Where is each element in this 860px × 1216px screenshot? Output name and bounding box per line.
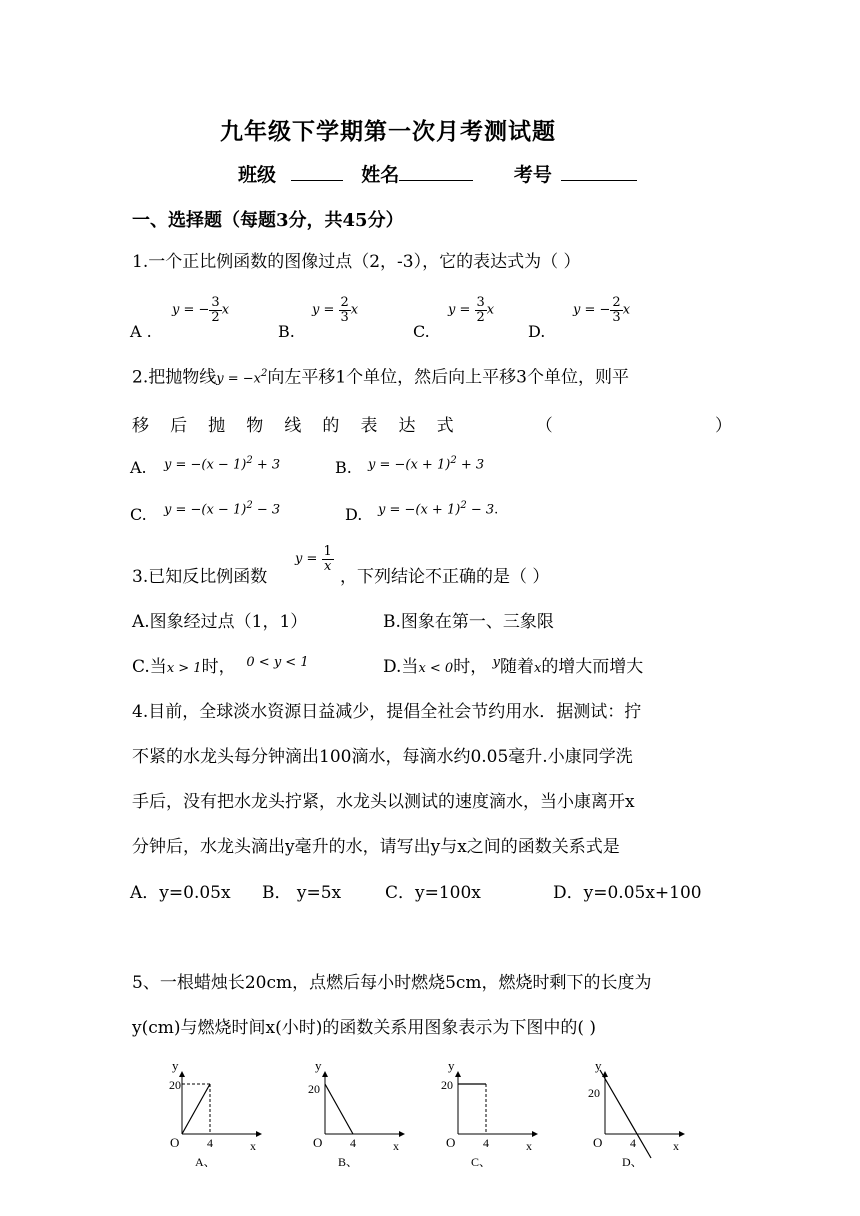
value-4: 4 bbox=[350, 1136, 356, 1150]
question-4-line-4: 分钟后，水龙头滴出y毫升的水，请写出y与x之间的函数关系式是 bbox=[132, 837, 620, 857]
q2-option-a-expr: $y = -(x - 1)^2 + 3$ bbox=[164, 455, 281, 473]
q2-option-b-expr: $y = -(x + 1)^2 + 3$ bbox=[368, 455, 485, 473]
q3-option-b: B.图象在第一、三象限 bbox=[383, 612, 554, 632]
value-20: 20 bbox=[308, 1082, 320, 1096]
q2-option-d-label: D. bbox=[345, 505, 363, 524]
x-label: x bbox=[526, 1139, 532, 1153]
name-label: 姓名 bbox=[361, 164, 400, 186]
origin-label: O bbox=[170, 1135, 180, 1150]
q2-option-d-expr: $y = -(x + 1)^2 - 3$. bbox=[378, 500, 499, 518]
q1-option-d-label: D. bbox=[528, 322, 546, 341]
origin-label: O bbox=[446, 1135, 456, 1150]
x-label: x bbox=[250, 1139, 256, 1153]
q1-option-c-label: C. bbox=[413, 322, 430, 341]
y-label: y bbox=[448, 1058, 455, 1073]
caption-b: B、 bbox=[338, 1155, 359, 1168]
id-blank[interactable] bbox=[561, 162, 637, 181]
q3-option-a: A.图象经过点（1，1） bbox=[132, 612, 308, 632]
question-4-line-1: 4.目前，全球淡水资源日益减少，提倡全社会节约用水．据测试：拧 bbox=[132, 702, 642, 722]
x-label: x bbox=[673, 1139, 679, 1153]
origin-label: O bbox=[313, 1135, 323, 1150]
q1-option-b-expr: y = $\frac{2}{3}$ x bbox=[312, 295, 359, 325]
q4-option-b: B． y=5x bbox=[262, 883, 342, 903]
name-blank[interactable] bbox=[399, 162, 473, 181]
q2-option-a-label: A. bbox=[130, 458, 147, 477]
q2-option-b-label: B. bbox=[335, 458, 352, 477]
q3-option-d: D.当x < 0时， $^y$随着x的增大而增大 bbox=[383, 655, 644, 677]
question-2-stem-line1: 2.把抛物线$y = -x^2$向左平移1个单位，然后向上平移3个单位，则平 bbox=[132, 367, 629, 388]
question-3-stem-suffix: ，下列结论不正确的是（ ） bbox=[340, 567, 550, 587]
class-label: 班级 bbox=[238, 164, 277, 186]
q1-option-b-label: B. bbox=[278, 322, 295, 341]
q3-option-c: C.当x > 1时， $^{0 < y < 1}$ bbox=[132, 655, 309, 677]
class-blank[interactable] bbox=[291, 162, 343, 181]
q4-option-c: C．y=100x bbox=[385, 883, 481, 903]
question-5-line-1: 5、一根蜡烛长20cm，点燃后每小时燃烧5cm，燃烧时剩下的长度为 bbox=[132, 973, 652, 993]
page-title: 九年级下学期第一次月考测试题 bbox=[220, 118, 556, 145]
question-4-line-3: 手后，没有把水龙头拧紧，水龙头以测试的速度滴水，当小康离开x bbox=[132, 792, 635, 812]
q4-option-d: D．y=0.05x+100 bbox=[553, 883, 702, 903]
q4-option-a: A．y=0.05x bbox=[130, 883, 231, 903]
origin-label: O bbox=[593, 1135, 603, 1150]
q3-function-expr: y = $\frac{1}{x}$ bbox=[295, 544, 332, 574]
q1-option-a-expr: y = − $\frac{3}{2}$ x bbox=[172, 295, 230, 325]
value-4: 4 bbox=[630, 1136, 636, 1150]
question-1-stem: 1.一个正比例函数的图像过点（2，-3），它的表达式为（ ） bbox=[132, 252, 581, 272]
graph-b bbox=[298, 1058, 410, 1168]
question-5-line-2: y(cm)与燃烧时间x(小时)的函数关系用图象表示为下图中的( ) bbox=[132, 1018, 597, 1038]
value-20: 20 bbox=[441, 1078, 453, 1092]
section-heading: 一、选择题（每题3分，共45分） bbox=[132, 210, 404, 231]
graph-c bbox=[431, 1058, 543, 1168]
value-4: 4 bbox=[483, 1136, 489, 1150]
id-label: 考号 bbox=[513, 164, 552, 186]
caption-d: D、 bbox=[622, 1155, 643, 1168]
caption-c: C、 bbox=[471, 1155, 492, 1168]
q2-option-c-expr: $y = -(x - 1)^2 - 3$ bbox=[164, 500, 281, 518]
question-4-line-2: 不紧的水龙头每分钟滴出100滴水，每滴水约0.05毫升.小康同学洗 bbox=[132, 747, 633, 767]
x-label: x bbox=[393, 1139, 399, 1153]
graph-d bbox=[578, 1058, 690, 1168]
q2-option-c-label: C. bbox=[130, 505, 147, 524]
question-3-stem-prefix: 3.已知反比例函数 bbox=[132, 567, 268, 587]
q1-option-a-label: A . bbox=[130, 322, 152, 341]
graph-a bbox=[155, 1058, 267, 1168]
y-label: y bbox=[172, 1058, 179, 1073]
graph-line bbox=[600, 1070, 651, 1158]
graph-line bbox=[182, 1084, 210, 1134]
value-4: 4 bbox=[207, 1136, 213, 1150]
y-label: y bbox=[595, 1058, 602, 1073]
caption-a: A、 bbox=[195, 1155, 216, 1168]
student-info-line bbox=[238, 160, 637, 187]
value-20: 20 bbox=[169, 1078, 181, 1092]
value-20: 20 bbox=[588, 1086, 600, 1100]
y-label: y bbox=[315, 1058, 322, 1073]
question-2-stem-line2: 移 后 抛 物 线 的 表 达 式 （ ） bbox=[132, 416, 732, 436]
graph-line bbox=[325, 1084, 353, 1134]
q1-option-c-expr: y = $\frac{3}{2}$ x bbox=[448, 295, 495, 325]
q1-option-d-expr: y = − $\frac{2}{3}$ x bbox=[573, 295, 631, 325]
